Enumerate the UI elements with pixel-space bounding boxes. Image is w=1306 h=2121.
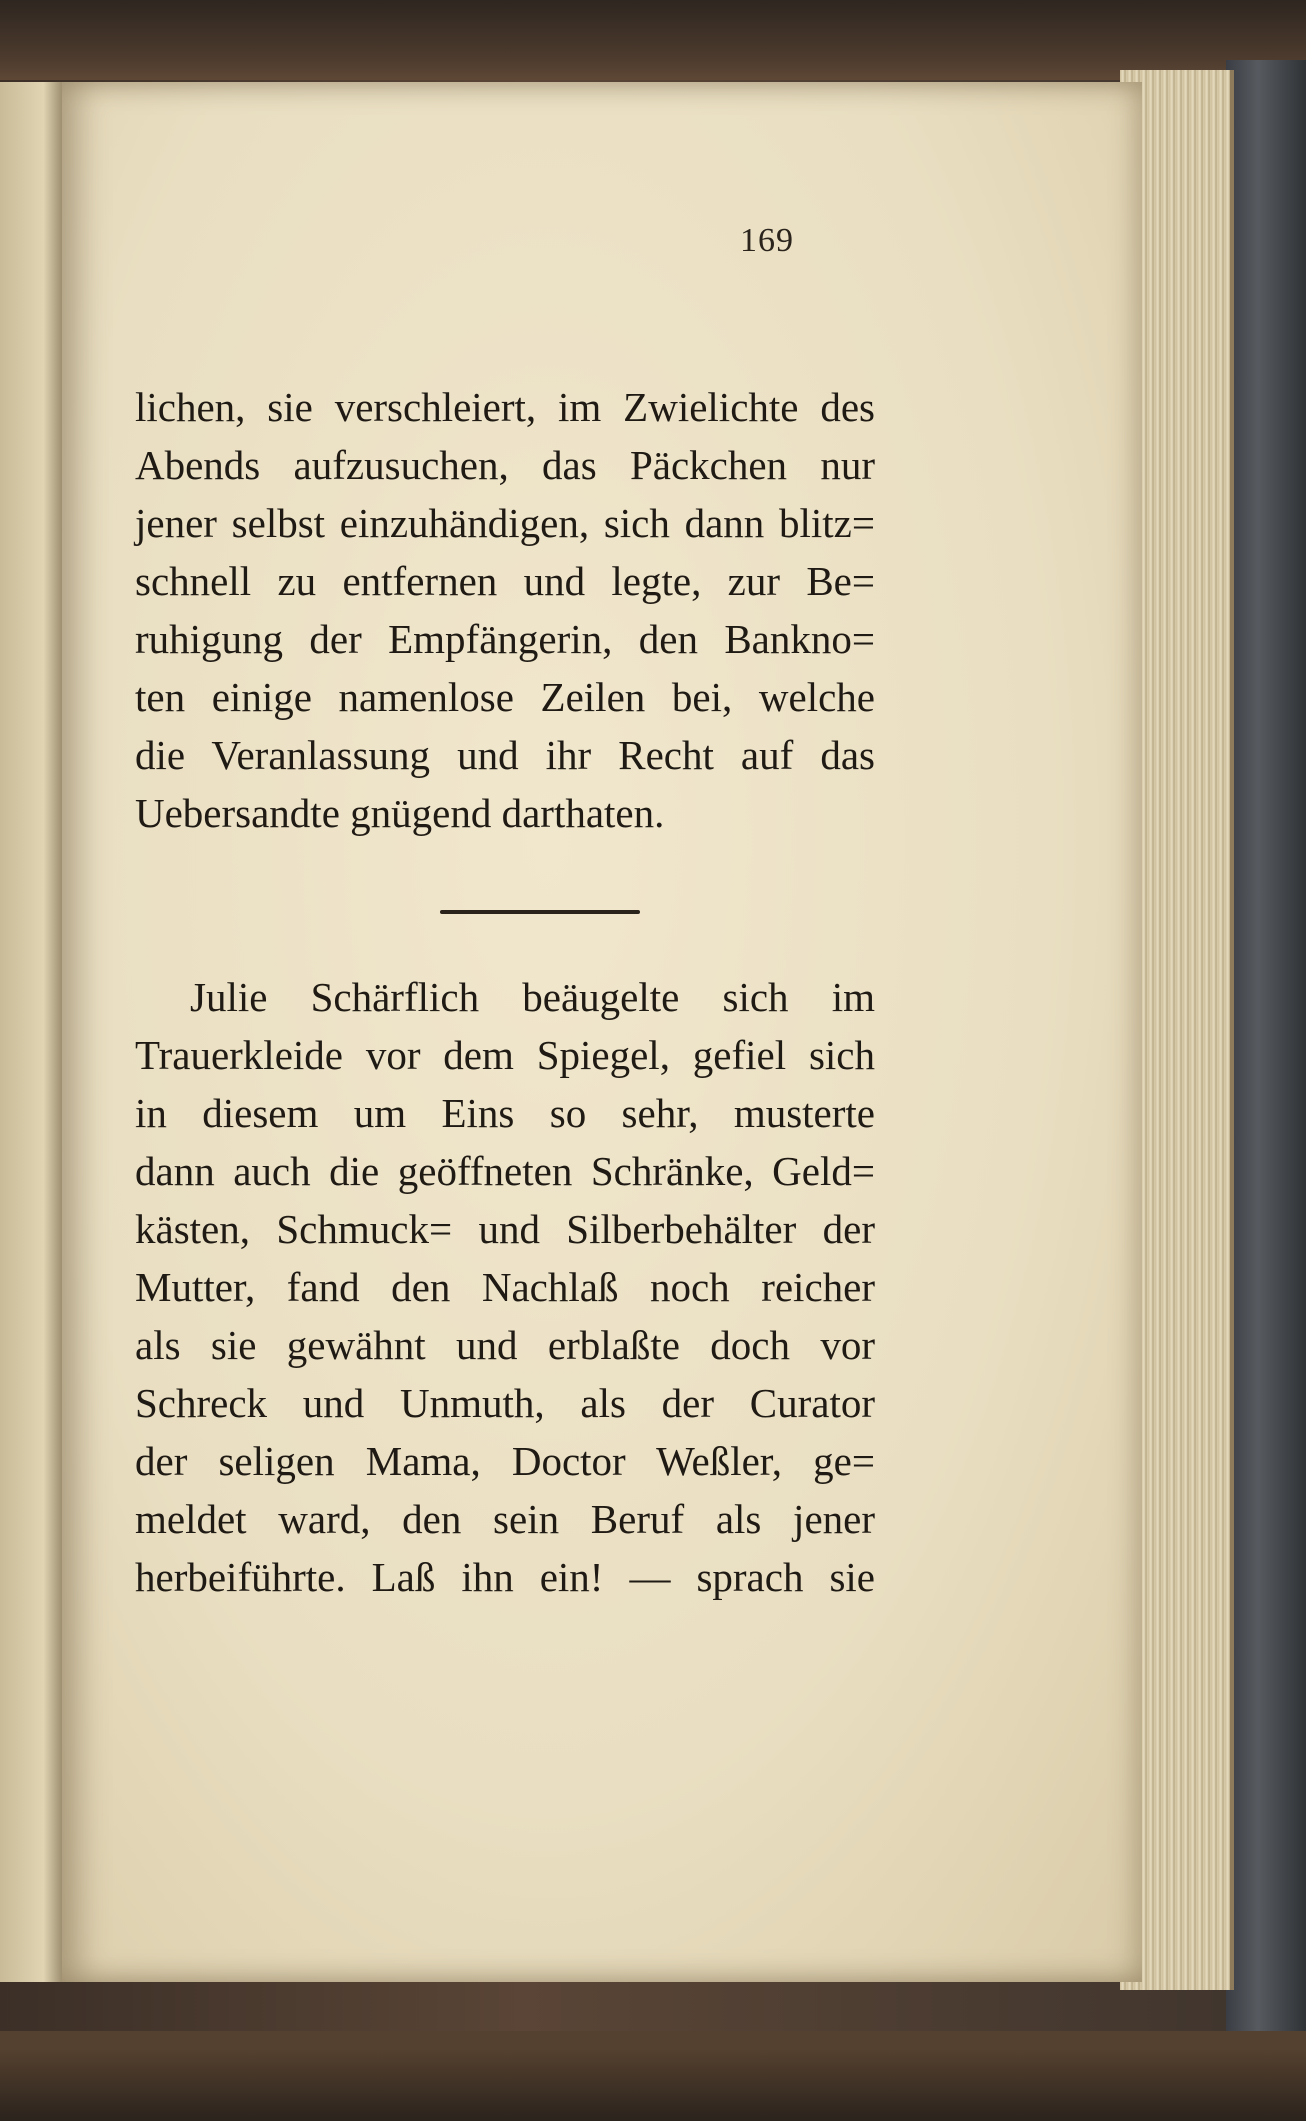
book-cover-top <box>0 0 1306 80</box>
text-line: ruhigung der Empfängerin, den Bankno= <box>135 616 875 662</box>
text-line: schnell zu entfernen und legte, zur Be= <box>135 558 875 604</box>
text-line: der seligen Mama, Doctor Weßler, ge= <box>135 1438 875 1484</box>
text-line: in diesem um Eins so sehr, musterte <box>135 1090 875 1136</box>
paragraph-1 <box>135 378 875 842</box>
text-line: meldet ward, den sein Beruf als jener <box>135 1496 875 1542</box>
text-line: Schreck und Unmuth, als der Curator <box>135 1380 875 1426</box>
left-page-edge <box>0 82 62 1982</box>
text-line: Abends aufzusuchen, das Päckchen nur <box>135 442 875 488</box>
text-line: die Veranlassung und ihr Recht auf das <box>135 732 875 778</box>
text-line: Uebersandte gnügend darthaten. <box>135 790 665 836</box>
text-line: ten einige namenlose Zeilen bei, welche <box>135 674 875 720</box>
text-line: kästen, Schmuck= und Silberbehälter der <box>135 1206 875 1252</box>
text-line: dann auch die geöffneten Schränke, Geld= <box>135 1148 875 1194</box>
text-line: als sie gewähnt und erblaßte doch vor <box>135 1322 875 1368</box>
text-line: Julie Schärflich beäugelte sich im <box>190 974 875 1020</box>
text-line: jener selbst einzuhändigen, sich dann blitz= <box>135 500 875 546</box>
text-line: herbeiführte. Laß ihn ein! — sprach sie <box>135 1554 875 1600</box>
book-cover-bottom <box>0 2031 1306 2121</box>
paragraph-2 <box>135 968 875 1606</box>
text-line: Trauerkleide vor dem Spiegel, gefiel sich <box>135 1032 875 1078</box>
text-line: lichen, sie verschleiert, im Zwielichte des <box>135 384 875 430</box>
book-cover-right <box>1226 60 1306 2100</box>
page-number: 169 <box>740 222 794 259</box>
text-line: Mutter, fand den Nachlaß noch reicher <box>135 1264 875 1310</box>
section-divider <box>440 910 640 914</box>
